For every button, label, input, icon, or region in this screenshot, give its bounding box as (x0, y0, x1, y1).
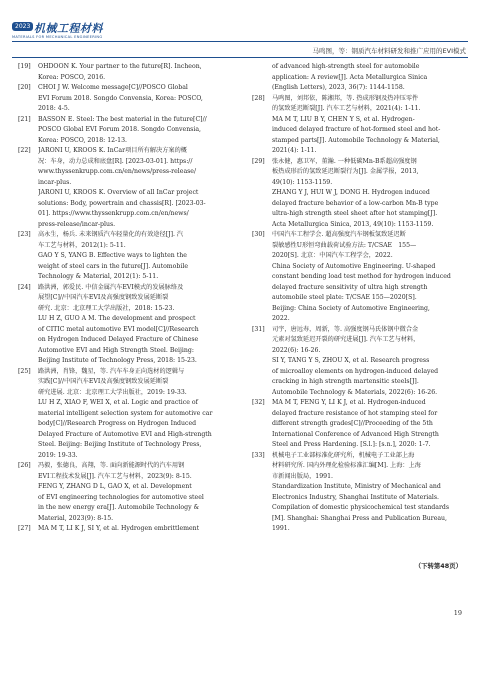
reference-text (272, 451, 472, 535)
reference-line: 的氢致延迟断裂[J]. 汽车工艺与材料，2021(4): 1-11. (272, 105, 421, 112)
reference-text (272, 157, 472, 231)
reference-line: (English Letters), 2023, 36(7): 1144-1158. (272, 84, 405, 91)
reference-line: 机械电子工业部标准化研究所，机械电子工业部上海 (272, 451, 415, 459)
reference-line: EVI Forum 2018. Songdo Convensia, Korea: POSCO, (38, 94, 203, 102)
reference-line: delayed fracture sensitivity of ultra high strength (272, 283, 428, 291)
reference-line: automobile steel plate: T/CSAE 155—2020[S]. (272, 294, 417, 301)
reference-number: [33] (252, 451, 265, 459)
page-header (0, 0, 480, 58)
reference-entry (18, 62, 238, 83)
header-rule-top (12, 41, 468, 42)
reference-line: GAO Y S, YANG B. Effective ways to lighten the (38, 252, 187, 259)
reference-line: 元素对氢致延迟开裂的研究进展[J]. 汽车工艺与材料， (272, 336, 420, 343)
reference-text (38, 461, 238, 524)
reference-text (38, 524, 238, 535)
reference-entry (18, 461, 238, 524)
reference-line: 司宇，唐远寿，周新，等. 高强度钢马氏体钢中微合金 (272, 325, 419, 333)
reference-line: Automotive EVI and High Strength Steel. Beijing: (38, 346, 194, 354)
reference-line: Technology & Material, 2012(1): 5-11. (38, 273, 159, 280)
page-number: 19 (453, 609, 462, 617)
reference-line: Beijing: China Society of Automotive Engineering, (272, 304, 430, 312)
reference-number: [22] (18, 147, 31, 154)
reference-line: Standardization Institute, Ministry of Mechanical and (272, 483, 441, 490)
reference-number: [25] (18, 367, 31, 375)
reference-entry (18, 524, 238, 535)
reference-text (272, 62, 472, 94)
reference-line: Steel and Press Hardening. [S.l.]: [s.n.], 2020: 1-7. (272, 441, 431, 448)
reference-line: in the new energy era[J]. Automobile Technology & (38, 504, 200, 511)
running-head: 马鸣图，等：钢质汽车材料研发和推广应用的EVI模式 (312, 47, 466, 55)
reference-number: [19] (18, 63, 31, 70)
reference-text (272, 230, 472, 325)
reference-number: [21] (18, 115, 31, 123)
reference-entry (18, 115, 238, 147)
reference-line: delayed fracture resistance of hot stamping steel for (272, 409, 438, 417)
reference-line: 2022. (272, 315, 290, 322)
reference-line: 2022(6): 16-26. (272, 346, 321, 354)
reference-line: of microalloy elements on hydrogen-induced delayed (272, 367, 439, 375)
reference-line: delayed fracture behavior of a low-carbon Mn-B type (272, 199, 439, 207)
journal-title: 机械工程材料 (34, 22, 103, 35)
reference-entry (18, 283, 238, 367)
reference-entry (252, 451, 472, 535)
reference-text (272, 398, 472, 451)
reference-line: constant bending load test method for hydrogen induced (272, 273, 451, 280)
reference-line: stamped parts[J]. Automobile Technology & Material, (272, 136, 440, 144)
reference-line: 实践[C]//中国汽车EVI及高强度钢致发展延断裂 (38, 378, 169, 385)
reference-line: material intelligent selection system for automotive car (38, 409, 213, 417)
reference-line: application: A review[J]. Acta Metallurgica Sinica (272, 73, 428, 81)
reference-line: 研究. 北京：北京理工大学出版社，2018: 15-23. (38, 304, 175, 312)
reference-line: 高永生，杨兵. 未来钢质汽车轻量化的有效途径[J]. 汽 (38, 231, 184, 238)
reference-entry (252, 325, 472, 399)
reference-line: Korea: POSCO, 2016. (38, 73, 106, 81)
reference-line: body[C]//Research Progress on Hydrogen Induced (38, 420, 197, 427)
reference-line: JARONI U, KROOS K. Overview of all InCar project (38, 189, 199, 196)
reference-line: ZHANG Y J, HUI W J, DONG H. Hydrogen induced (272, 189, 430, 196)
reference-line: Electronics Industry, Shanghai Institute of Materials. (272, 493, 440, 501)
reference-column-right (252, 62, 472, 535)
reference-line: 车工艺与材料，2012(1): 5-11. (38, 241, 126, 249)
reference-entry (252, 398, 472, 451)
reference-number: [20] (18, 84, 31, 91)
reference-line: ultra-high strength steel sheet after hot stamping[J]. (272, 210, 438, 217)
reference-line: solutions: Body, powertrain and chassis[R]. [2023-03- (38, 199, 206, 207)
reference-line: 裂敏感性U形恒弯曲载荷试验方法: T/CSAE 155— (272, 241, 417, 249)
reference-line: press-release/incar-plus. (38, 220, 116, 228)
reference-number: [23] (18, 231, 31, 238)
reference-line: Delayed Fracture of Automotive EVI and High-strength (38, 430, 212, 438)
reference-text (38, 146, 238, 230)
reference-line: of advanced high-strength steel for automobile (272, 63, 420, 70)
reference-line: MA M T, LI K J, SI Y, et al. Hydrogen embrittlement (38, 525, 200, 532)
reference-line: of EVI engineering technologies for automotive steel (38, 493, 204, 501)
reference-line: China Society of Automotive Engineering. U-shaped (272, 262, 436, 270)
reference-line: incar-plus. (38, 178, 72, 186)
reference-line: FENG Y, ZHANG D L, GAO X, et al. Development (38, 483, 192, 490)
reference-line: Automobile Technology & Materials, 2022(6): 16-26. (272, 388, 438, 396)
reference-line: [M]. Shanghai: Shanghai Press and Publication Bureau, (272, 514, 447, 522)
reference-line: 2021(4): 1-11. (272, 147, 317, 154)
reference-line: 2020[S]. 北京：中国汽车工程学会，2022. (272, 252, 393, 259)
reference-entry (18, 367, 238, 462)
reference-entry (252, 94, 472, 157)
reference-line: 49(10): 1153-1159. (272, 178, 333, 186)
reference-line: JARONI U, KROOS K. InCar项目所有解决方案的概 (38, 147, 187, 154)
reference-line: 材料研究所. 国内外理化检验标准汇编[M]. 上海：上海 (272, 462, 421, 469)
reference-text (272, 94, 472, 157)
reference-line: induced delayed fracture of hot-formed steel and hot- (272, 126, 441, 133)
reference-number: [27] (18, 525, 31, 532)
reference-entry (18, 146, 238, 230)
reference-line: MA M T, LIU B Y, CHEN Y S, et al. Hydrogen- (272, 115, 415, 123)
reference-line: 况：车身，动力总成和底盘[R]. [2023-03-01]. https:// (38, 157, 193, 165)
reference-line: 路洪洲，肖锋，魏星，等. 汽车车身正向选材的逻辑与 (38, 367, 185, 375)
reference-text (38, 367, 238, 462)
reference-text (272, 325, 472, 399)
reference-line: 板热成形后的氢致延迟断裂行为[J]. 金属学报，2013, (272, 168, 419, 175)
reference-line: Beijing Institute of Technology Press, 2018: 15-23. (38, 357, 197, 364)
reference-line: POSCO Global EVI Forum 2018. Songdo Convensia, (38, 126, 201, 133)
reference-text (38, 283, 238, 367)
reference-line: EVI工程技术发展[J]. 汽车工艺与材料，2023(9): 8-15. (38, 472, 192, 480)
header-rule-bottom (12, 57, 468, 58)
reference-number: [29] (252, 157, 265, 165)
reference-line: Steel. Beijing: Beijing Institute of Technology Press, (38, 441, 202, 448)
reference-column-left (18, 62, 238, 535)
reference-number (252, 62, 272, 94)
reference-number: [30] (252, 231, 265, 238)
reference-entry (252, 230, 472, 325)
reference-line: MA M T, FENG Y, LI K J, et al. Hydrogen-induced (272, 399, 426, 406)
reference-line: BASSON E. Steel: The best material in the future[C]// (38, 115, 207, 123)
reference-line: Compilation of domestic physicochemical test standards (272, 504, 450, 511)
reference-line: 01]. https://www.thyssenkrupp.com.cn/en/news/ (38, 210, 189, 217)
reference-line: 中国汽车工程学会. 超高强度汽车钢板氢致延迟断 (272, 231, 406, 238)
reference-number: [31] (252, 325, 265, 333)
reference-line: 路洪洲，郭爱民. 中信金属汽车EVI模式的发展脉络及 (38, 283, 184, 291)
reference-line: 2018: 4-5. (38, 105, 70, 112)
reference-line: weight of steel cars in the future[J]. Automobile (38, 262, 188, 270)
reference-entry (252, 157, 472, 231)
reference-line: 马鸣图，刘邦依，陈湘邦，等. 热成形钢及热冲压零件 (272, 94, 419, 102)
reference-line: SI Y, TANG Y S, ZHOU X, et al. Research progress (272, 357, 430, 364)
reference-line: different strength grades[C]//Proceeding of the 5th (272, 420, 433, 427)
reference-line: International Conference of Advanced High Strength (272, 430, 439, 438)
reference-entry (18, 83, 238, 115)
reference-line: LU H Z, XIAO F, WEI X, et al. Logic and practice of (38, 399, 198, 406)
reference-text (38, 230, 238, 283)
reference-number: [32] (252, 399, 265, 406)
reference-line: 研究进展. 北京：北京理工大学出版社，2019: 19-33. (38, 388, 187, 396)
journal-logo (12, 22, 172, 52)
reference-line: CHOI J W. Welcome message[C]//POSCO Global (38, 84, 188, 91)
year-badge: 2023 (12, 22, 33, 31)
reference-line: on Hydrogen Induced Delayed Fracture of Chinese (38, 336, 199, 343)
reference-number: [24] (18, 283, 31, 291)
reference-line: 2019: 19-33. (38, 451, 78, 459)
reference-line: Korea: POSCO, 2018: 12-13. (38, 136, 127, 144)
reference-line: LU H Z, GUO A M. The development and prospect (38, 315, 196, 322)
reference-line: OHDOON K. Your partner to the future[R]. Incheon, (38, 63, 202, 70)
reference-line: 1991. (272, 525, 290, 532)
reference-entry (252, 62, 472, 94)
reference-line: cracking in high strength martensitic steels[J]. (272, 378, 419, 385)
reference-line: of CITIC metal automotive EVI model[C]//Research (38, 325, 199, 333)
reference-line: 市新闻出版局，1991. (272, 472, 334, 480)
reference-number: [28] (252, 94, 265, 102)
reference-line: 张永健，惠卫军，董瀚. 一种低碳Mn-B系超高强度钢 (272, 157, 417, 165)
continue-note: （下转第48页） (414, 562, 462, 570)
reference-text (38, 62, 238, 83)
reference-text (38, 83, 238, 115)
reference-line: Acta Metallurgica Sinica, 2013, 49(10): 1153-1159. (272, 220, 434, 228)
reference-line: 冯毅，张德良，高翔，等. 面向新能源时代的汽车用钢 (38, 462, 185, 469)
reference-line: Material, 2023(9): 8-15. (38, 514, 114, 522)
reference-line: 展望[C]//中国汽车EVI及高强度钢致发展延断裂 (38, 294, 169, 301)
reference-text (38, 115, 238, 147)
journal-subtitle: MATERIALS FOR MECHANICAL ENGINEERING (12, 35, 103, 39)
reference-line: www.thyssenkrupp.com.cn/en/news/press-release/ (38, 168, 197, 175)
reference-entry (18, 230, 238, 283)
reference-number: [26] (18, 462, 31, 469)
